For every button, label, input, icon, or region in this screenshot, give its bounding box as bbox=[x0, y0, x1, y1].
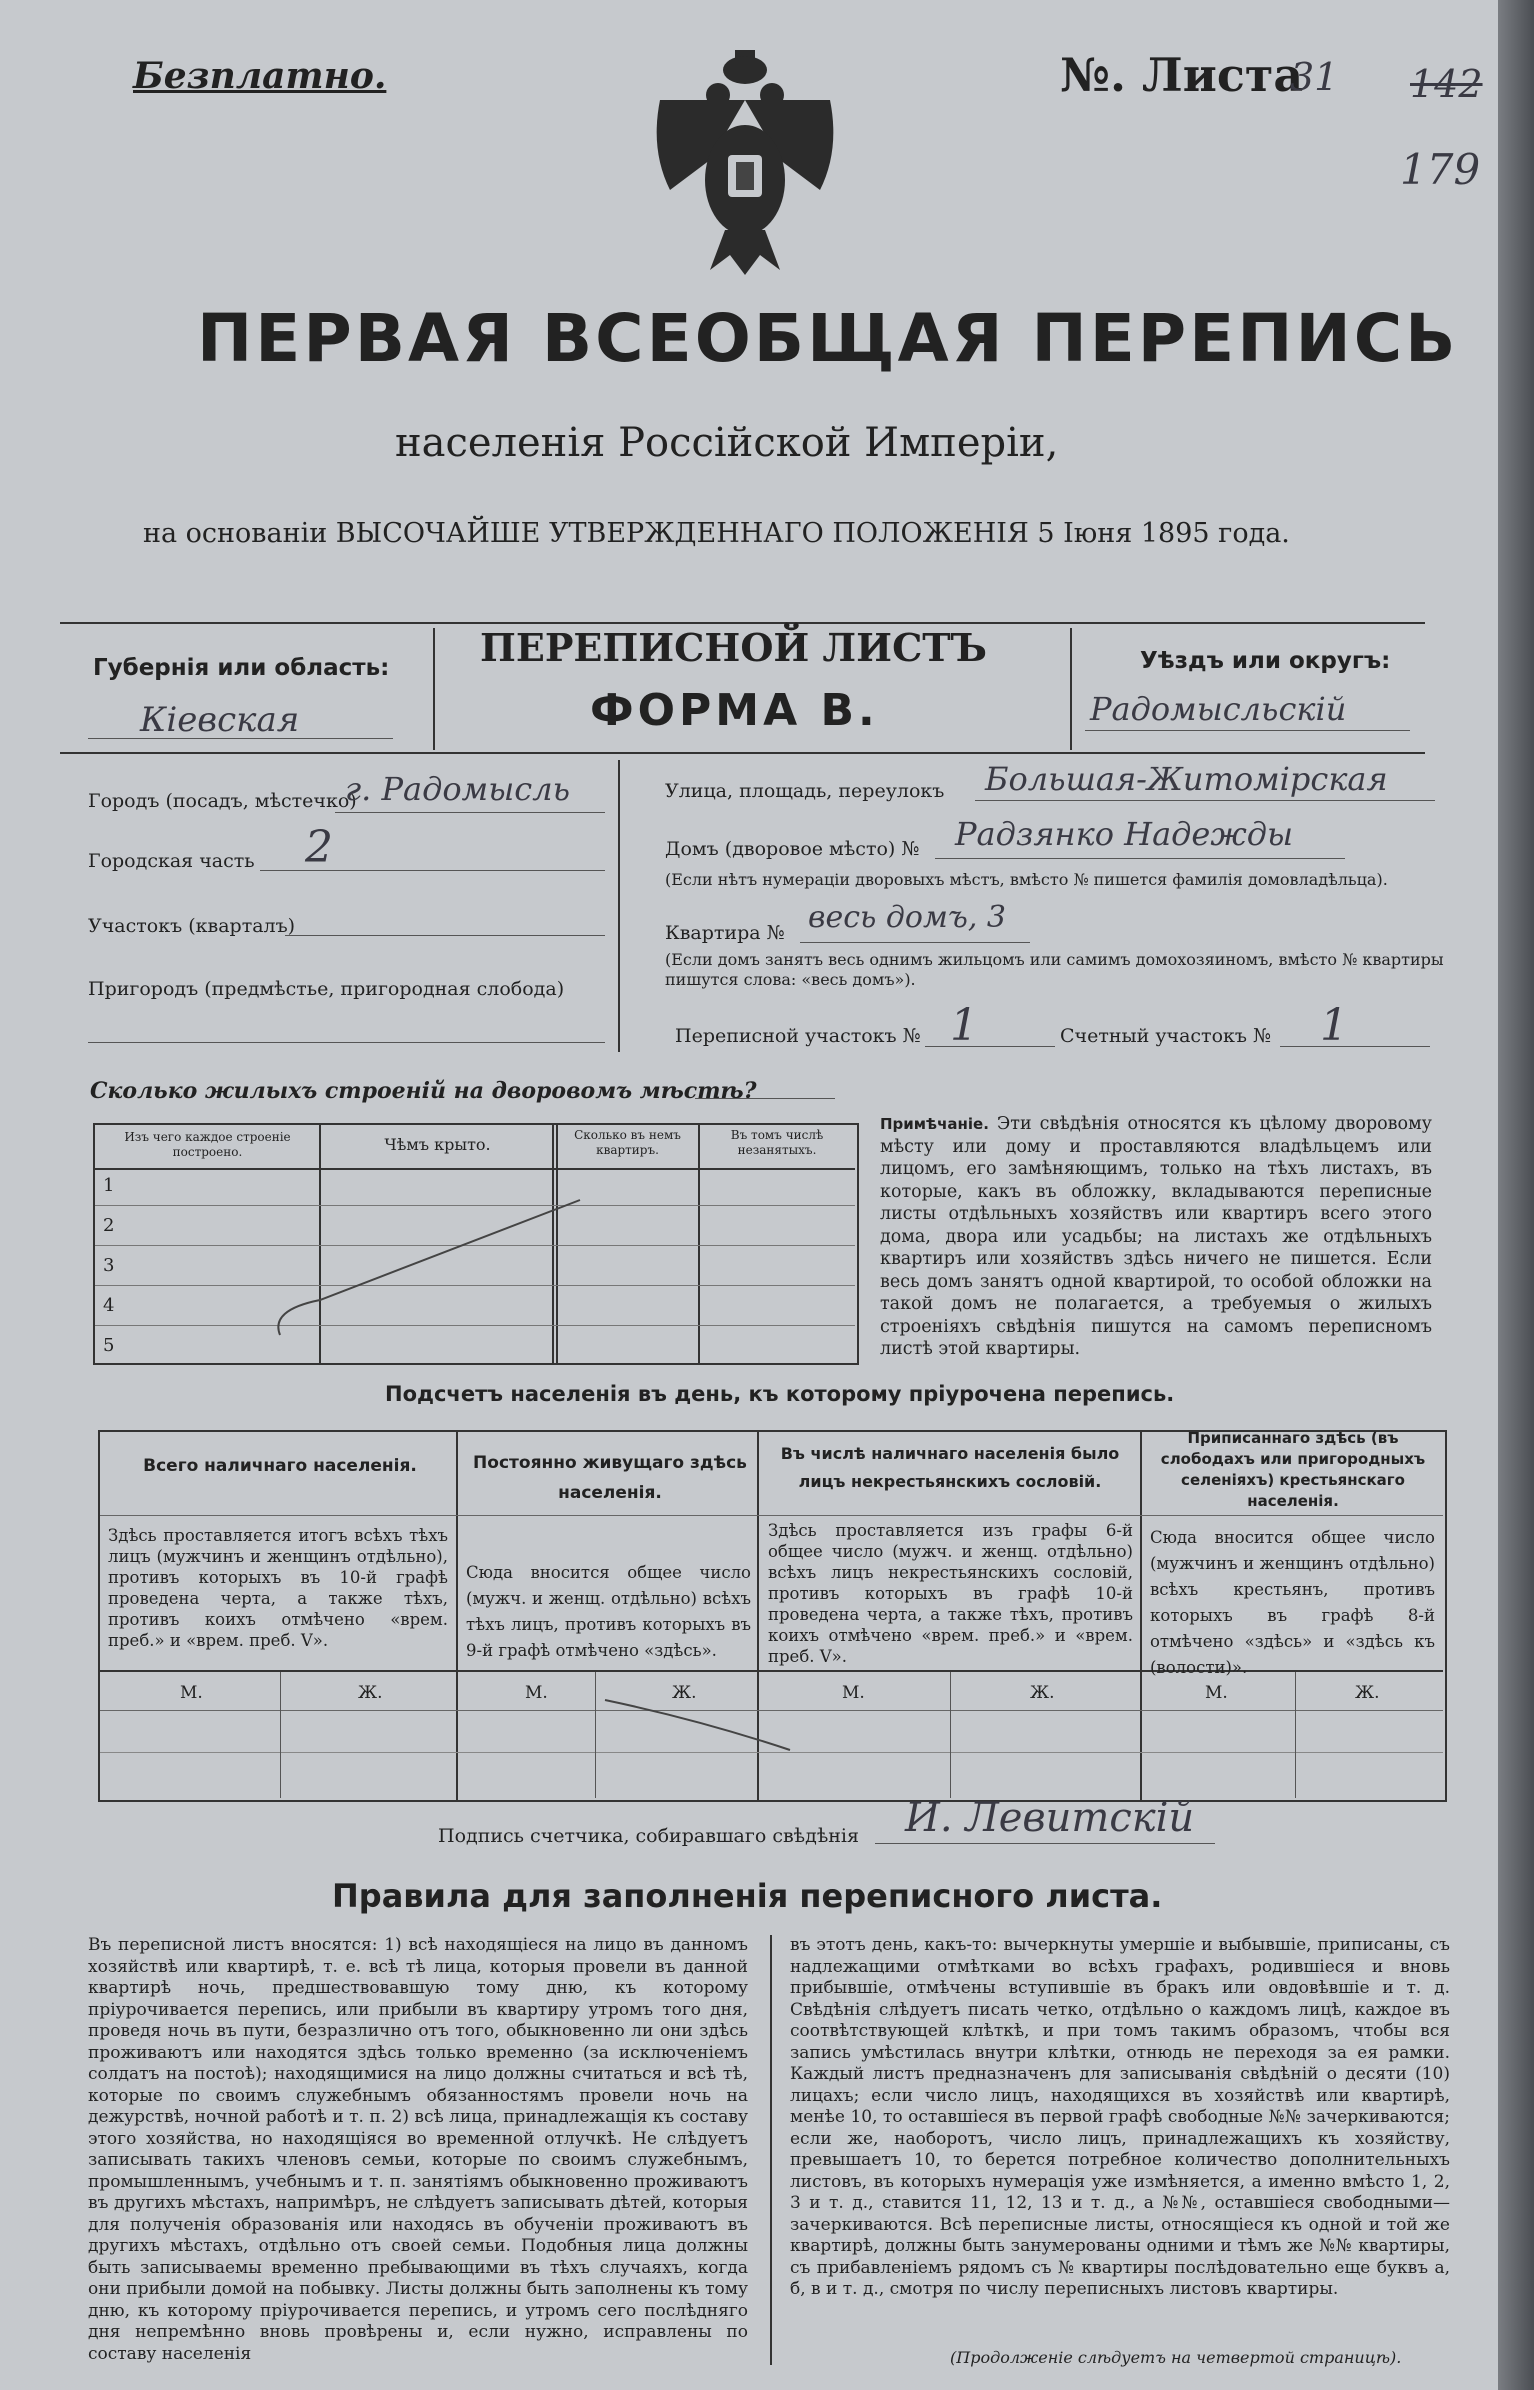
subtitle: населенія Россійской Имперіи, bbox=[395, 420, 1059, 466]
buildings-header-apartments: Сколько въ немъ квартиръ. bbox=[574, 1128, 681, 1157]
buildings-row-4: 4 bbox=[103, 1295, 115, 1316]
city-part-label: Городская часть bbox=[88, 850, 255, 872]
buildings-row-1: 1 bbox=[103, 1175, 115, 1196]
buildings-row-5: 5 bbox=[103, 1335, 115, 1356]
note-label: Примѣчаніе. bbox=[880, 1115, 989, 1133]
count-col2-f: Ж. bbox=[672, 1683, 697, 1703]
count-col4-head: Приписаннаго здѣсь (въ слободахъ или пригородныхъ селеніяхъ) крестьянскаго населенія. bbox=[1160, 1429, 1426, 1510]
count-district-value: 1 bbox=[1320, 1000, 1348, 1051]
rules-left-column: Въ переписной листъ вносятся: 1) всѣ находящіеся на лицо въ данномъ хозяйствѣ или квартирѣ, т. е. всѣ тѣ лица, которыя провели въ данной квартирѣ ночь, предшествовавшую тому дню, къ которому пріурочивается перепись, или прибыли въ квартиру утромъ того дня, проведя ночь въ пути, безразлично отъ того, обыкновенно ли они здѣсь проживаютъ или находятся здѣсь только временно (за исключеніемъ солдатъ на постоѣ); находящимися на лицо должны считаться и всѣ тѣ, которые по своимъ служебнымъ обязанностямъ провели ночь на дежурствѣ, ночной работѣ и т. п. 2) всѣ лица, принадлежащія къ составу этого хозяйства, но находящіяся во временной отлучкѣ. Не слѣдуетъ записывать такихъ членовъ семьи, которые по своимъ служебнымъ, промышленнымъ, учебнымъ и т. п. занятіямъ обыкновенно проживаютъ въ другихъ мѣстахъ, напримѣръ, не слѣдуетъ записывать дѣтей, которыя для полученія образованія или находясь въ обученіи проживаютъ въ другихъ мѣстахъ, отдѣльно отъ своей семьи. Подобныя лица должны быть записываемы временно пребывающими въ тѣхъ случаяхъ, когда они прибыли домой на побывку. Листы должны быть заполнены къ тому дню, къ которому пріурочивается перепись, и утромъ сего послѣдняго дня непремѣнно вновь провѣрены и, если нужно, исправлены по составу населенія bbox=[88, 1935, 748, 2364]
count-col4-body: Сюда вносится общее число (мужчинъ и женщинъ отдѣльно) всѣхъ крестьянъ, противъ которыхъ въ графѣ 8-й отмѣчено «здѣсь» и «здѣсь къ (волости)». bbox=[1150, 1528, 1435, 1677]
count-col1-head: Всего наличнаго населенія. bbox=[143, 1456, 417, 1476]
form-subtitle: ФОРМА В. bbox=[590, 685, 879, 736]
precinct-label: Участокъ (кварталъ) bbox=[88, 915, 296, 937]
buildings-header-roof: Чѣмъ крыто. bbox=[384, 1135, 491, 1154]
count-col2-m: М. bbox=[525, 1683, 548, 1703]
street-label: Улица, площадь, переулокъ bbox=[665, 780, 945, 802]
apartment-value: весь домъ, 3 bbox=[808, 900, 1006, 935]
free-label: Безплатно. bbox=[133, 55, 387, 97]
province-value: Кіевская bbox=[140, 700, 300, 740]
city-part-value: 2 bbox=[305, 822, 333, 873]
count-title: Подсчетъ населенія въ день, къ которому пріурочена перепись. bbox=[385, 1382, 1175, 1406]
count-district-label: Счетный участокъ № bbox=[1060, 1025, 1271, 1047]
rules-title: Правила для заполненія переписного листа. bbox=[332, 1877, 1163, 1915]
buildings-question: Сколько жилыхъ строеній на дворовомъ мѣстѣ? bbox=[90, 1078, 757, 1104]
note-text: Эти свѣдѣнія относятся къ цѣлому дворовому мѣсту или дому и проставляются владѣльцемъ или лицомъ, его замѣняющимъ, только на тѣхъ листахъ, въ которые, какъ въ обложку, вкладываются переписные листы отдѣльныхъ хозяйствъ или квартиръ всего этого дома, двора или усадьбы; на листахъ же отдѣльныхъ квартиръ или хозяйствъ здѣсь ничего не пишется. Если весь домъ занятъ одной квартирой, то особой обложки на такой домъ не полагается, а требуемыя о жилыхъ строеніяхъ свѣдѣнія пишутся на самомъ переписномъ листѣ этой квартиры. bbox=[880, 1114, 1432, 1359]
sheet-number-value: 31 bbox=[1290, 55, 1339, 99]
count-col1-body: Здѣсь проставляется итогъ всѣхъ тѣхъ лицъ (мужчинъ и женщинъ отдѣльно), противъ которыхъ въ 10-й графѣ проведена черта, а также тѣхъ, противъ коихъ отмѣчено «врем. преб.» и «врем. преб. V». bbox=[108, 1526, 448, 1650]
street-value: Большая-Житомірская bbox=[985, 760, 1388, 798]
count-col1-m: М. bbox=[180, 1683, 203, 1703]
buildings-row-2: 2 bbox=[103, 1215, 115, 1236]
census-district-label: Переписной участокъ № bbox=[675, 1025, 921, 1047]
apartment-label: Квартира № bbox=[665, 922, 785, 944]
count-col4-f: Ж. bbox=[1355, 1683, 1380, 1703]
signature-label: Подпись счетчика, собиравшаго свѣдѣнія bbox=[438, 1825, 859, 1847]
count-col3-body: Здѣсь проставляется изъ графы 6-й общее число (мужч. и женщ. отдѣльно) всѣхъ лицъ некрестьянскихъ сословій, противъ которыхъ въ графѣ 10-й проведена черта, а также тѣхъ, противъ коихъ отмѣчено «врем. преб.» и «врем. преб. V». bbox=[768, 1521, 1133, 1666]
sheet-number-extra: 142 bbox=[1410, 62, 1483, 106]
town-label: Городъ (посадъ, мѣстечко) bbox=[88, 790, 357, 812]
buildings-row-3: 3 bbox=[103, 1255, 115, 1276]
district-value: Радомысльскій bbox=[1090, 690, 1347, 728]
count-strike-mark bbox=[600, 1690, 800, 1760]
sheet-number-label: №. Листа bbox=[1060, 48, 1304, 102]
house-value: Радзянко Надежды bbox=[955, 815, 1294, 853]
count-col3-m: М. bbox=[842, 1683, 865, 1703]
form-title: ПЕРЕПИСНОЙ ЛИСТЪ bbox=[480, 625, 987, 670]
apartment-note: (Если домъ занятъ весь однимъ жильцомъ или самимъ домохозяиномъ, вмѣсто № квартиры пишутся слова: «весь домъ»). bbox=[665, 950, 1444, 989]
house-label: Домъ (дворовое мѣсто) № bbox=[665, 838, 920, 860]
province-label: Губернія или область: bbox=[93, 655, 390, 681]
buildings-header-vacant: Въ томъ числѣ незанятыхъ. bbox=[730, 1128, 824, 1157]
house-note: (Если нѣтъ нумераціи дворовыхъ мѣстъ, вмѣсто № пишется фамилія домовладѣльца). bbox=[665, 870, 1388, 889]
suburb-label: Пригородъ (предмѣстье, пригородная слобода) bbox=[88, 978, 565, 1000]
count-col2-head: Постоянно живущаго здѣсь населенія. bbox=[473, 1453, 747, 1503]
count-col4-m: М. bbox=[1205, 1683, 1228, 1703]
strike-through-mark bbox=[260, 1190, 600, 1350]
rules-right-column: въ этотъ день, какъ-то: вычеркнуты умершіе и выбывшіе, приписаны, съ надлежащими отмѣтками во всѣхъ графахъ, родившіеся и вновь прибывшіе, отмѣчены вступившіе въ бракъ или овдовѣвшіе и т. д. Свѣдѣнія слѣдуетъ писать четко, отдѣльно о каждомъ лицѣ, каждое въ соотвѣтствующей клѣткѣ, и при томъ такимъ образомъ, чтобы вся запись умѣстилась внутри клѣтки, отнюдь не переходя за ея рамки. Каждый листъ предназначенъ для записыванія свѣдѣній о десяти (10) лицахъ; если число лицъ, находящихся въ хозяйствѣ или квартирѣ, менѣе 10, то оставшіеся въ первой графѣ свободные №№ зачеркиваются; если же, наоборотъ, число лицъ, принадлежащихъ къ хозяйству, превышаетъ 10, то берется потребное количество дополнительныхъ листовъ, въ которыхъ нумерація уже измѣняется, а именно вмѣсто 1, 2, 3 и т. д., ставится 11, 12, 13 и т. д., а №№, оставшіеся свободными—зачеркиваются. Всѣ переписные листы, относящіеся къ одной и той же квартирѣ, должны быть занумерованы одними и тѣмъ же №№ квартиры, съ прибавленіемъ рядомъ съ № квартиры послѣдовательно еще буквъ а, б, в и т. д., смотря по числу переписныхъ листовъ квартиры. bbox=[790, 1935, 1450, 2299]
page-edge-shadow bbox=[1498, 0, 1534, 2390]
page-mark: 179 bbox=[1400, 145, 1481, 194]
count-col3-f: Ж. bbox=[1030, 1683, 1055, 1703]
town-value: г. Радомысль bbox=[345, 770, 570, 808]
basis-line: на основаніи ВЫСОЧАЙШЕ УТВЕРЖДЕННАГО ПОЛОЖЕНІЯ 5 Іюня 1895 года. bbox=[143, 518, 1290, 549]
main-title: ПЕРВАЯ ВСЕОБЩАЯ ПЕРЕПИСЬ bbox=[197, 300, 1459, 377]
count-col3-head: Въ числѣ наличнаго населенія было лицъ некрестьянскихъ сословій. bbox=[780, 1444, 1120, 1491]
imperial-eagle-emblem bbox=[640, 40, 850, 280]
count-col2-body: Сюда вносится общее число (мужч. и женщ. отдѣльно) всѣхъ тѣхъ лицъ, противъ которыхъ въ 9-й графѣ отмѣчено «здѣсь». bbox=[466, 1563, 751, 1660]
rules-continued-note: (Продолженіе слѣдуетъ на четвертой страницѣ). bbox=[950, 2348, 1402, 2367]
signature-value: И. Левитскій bbox=[905, 1795, 1195, 1841]
count-col1-f: Ж. bbox=[358, 1683, 383, 1703]
note-block bbox=[880, 1113, 1432, 1361]
census-district-value: 1 bbox=[950, 1000, 978, 1051]
district-label: Уѣздъ или округъ: bbox=[1140, 648, 1391, 674]
buildings-header-material: Изъ чего каждое строеніе построено. bbox=[124, 1130, 291, 1159]
